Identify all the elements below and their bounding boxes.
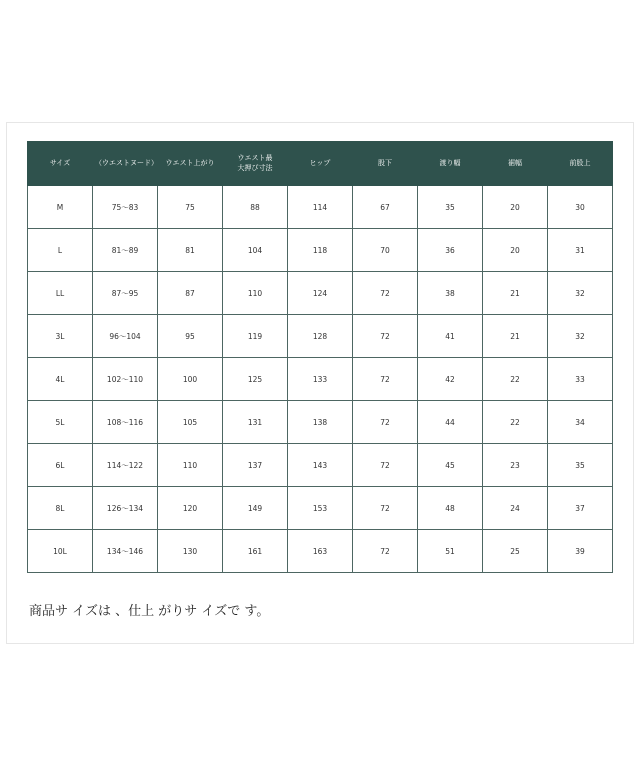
column-header: 渡り幅: [418, 142, 483, 186]
table-cell: 45: [418, 444, 483, 487]
table-cell: 81: [158, 229, 223, 272]
size-cell: L: [28, 229, 93, 272]
table-cell: 72: [353, 315, 418, 358]
table-cell: 33: [548, 358, 613, 401]
table-cell: 22: [483, 358, 548, 401]
table-cell: 133: [288, 358, 353, 401]
table-cell: 20: [483, 186, 548, 229]
table-cell: 87～95: [93, 272, 158, 315]
table-cell: 102～110: [93, 358, 158, 401]
table-cell: 81～89: [93, 229, 158, 272]
table-cell: 72: [353, 401, 418, 444]
size-cell: M: [28, 186, 93, 229]
table-cell: 72: [353, 272, 418, 315]
table-cell: 110: [158, 444, 223, 487]
table-cell: 51: [418, 530, 483, 573]
table-cell: 23: [483, 444, 548, 487]
table-cell: 21: [483, 272, 548, 315]
table-cell: 41: [418, 315, 483, 358]
table-cell: 95: [158, 315, 223, 358]
table-row: [28, 272, 613, 315]
table-cell: 24: [483, 487, 548, 530]
table-header: [28, 142, 613, 186]
table-cell: 114～122: [93, 444, 158, 487]
table-cell: 125: [223, 358, 288, 401]
table-cell: 130: [158, 530, 223, 573]
header-row: [28, 142, 613, 186]
table-row: [28, 444, 613, 487]
size-table: [27, 141, 613, 573]
table-cell: 21: [483, 315, 548, 358]
table-cell: 75～83: [93, 186, 158, 229]
size-cell: 6L: [28, 444, 93, 487]
table-cell: 161: [223, 530, 288, 573]
column-header: 裾幅: [483, 142, 548, 186]
table-cell: 104: [223, 229, 288, 272]
table-row: [28, 358, 613, 401]
table-cell: 70: [353, 229, 418, 272]
table-cell: 88: [223, 186, 288, 229]
table-cell: 35: [418, 186, 483, 229]
table-cell: 87: [158, 272, 223, 315]
table-cell: 131: [223, 401, 288, 444]
table-cell: 120: [158, 487, 223, 530]
size-cell: 5L: [28, 401, 93, 444]
column-header: （ウエストヌード）: [93, 142, 158, 186]
size-note: 商品サ イズは 、仕上 がりサ イズで す。: [29, 604, 270, 619]
table-cell: 128: [288, 315, 353, 358]
table-cell: 114: [288, 186, 353, 229]
size-cell: 10L: [28, 530, 93, 573]
table-cell: 124: [288, 272, 353, 315]
table-cell: 138: [288, 401, 353, 444]
table-cell: 44: [418, 401, 483, 444]
table-cell: 119: [223, 315, 288, 358]
size-cell: 3L: [28, 315, 93, 358]
table-cell: 30: [548, 186, 613, 229]
table-cell: 137: [223, 444, 288, 487]
table-row: [28, 487, 613, 530]
table-body: [28, 186, 613, 573]
table-row: [28, 401, 613, 444]
table-cell: 25: [483, 530, 548, 573]
column-header: ヒップ: [288, 142, 353, 186]
column-header: ウエスト最 大押び寸法: [223, 142, 288, 186]
table-cell: 149: [223, 487, 288, 530]
table-cell: 118: [288, 229, 353, 272]
table-cell: 72: [353, 487, 418, 530]
table-cell: 96～104: [93, 315, 158, 358]
column-header: ウエスト上がり: [158, 142, 223, 186]
table-cell: 110: [223, 272, 288, 315]
table-cell: 134～146: [93, 530, 158, 573]
table-cell: 72: [353, 358, 418, 401]
table-cell: 75: [158, 186, 223, 229]
column-header: 股下: [353, 142, 418, 186]
table-cell: 67: [353, 186, 418, 229]
table-row: [28, 229, 613, 272]
size-cell: 8L: [28, 487, 93, 530]
table-row: [28, 315, 613, 358]
table-cell: 36: [418, 229, 483, 272]
table-cell: 32: [548, 272, 613, 315]
table-cell: 32: [548, 315, 613, 358]
table-cell: 35: [548, 444, 613, 487]
table-cell: 48: [418, 487, 483, 530]
table-cell: 108～116: [93, 401, 158, 444]
table-cell: 100: [158, 358, 223, 401]
table-cell: 42: [418, 358, 483, 401]
table-cell: 153: [288, 487, 353, 530]
table-cell: 38: [418, 272, 483, 315]
column-header: サイズ: [28, 142, 93, 186]
table-row: [28, 530, 613, 573]
table-cell: 72: [353, 444, 418, 487]
table-cell: 143: [288, 444, 353, 487]
table-cell: 39: [548, 530, 613, 573]
size-cell: LL: [28, 272, 93, 315]
size-chart-card: [6, 122, 634, 644]
size-cell: 4L: [28, 358, 93, 401]
table-cell: 105: [158, 401, 223, 444]
table-cell: 22: [483, 401, 548, 444]
table-cell: 72: [353, 530, 418, 573]
table-cell: 20: [483, 229, 548, 272]
table-row: [28, 186, 613, 229]
table-cell: 163: [288, 530, 353, 573]
table-cell: 37: [548, 487, 613, 530]
table-cell: 31: [548, 229, 613, 272]
table-cell: 126～134: [93, 487, 158, 530]
table-cell: 34: [548, 401, 613, 444]
column-header: 前股上: [548, 142, 613, 186]
